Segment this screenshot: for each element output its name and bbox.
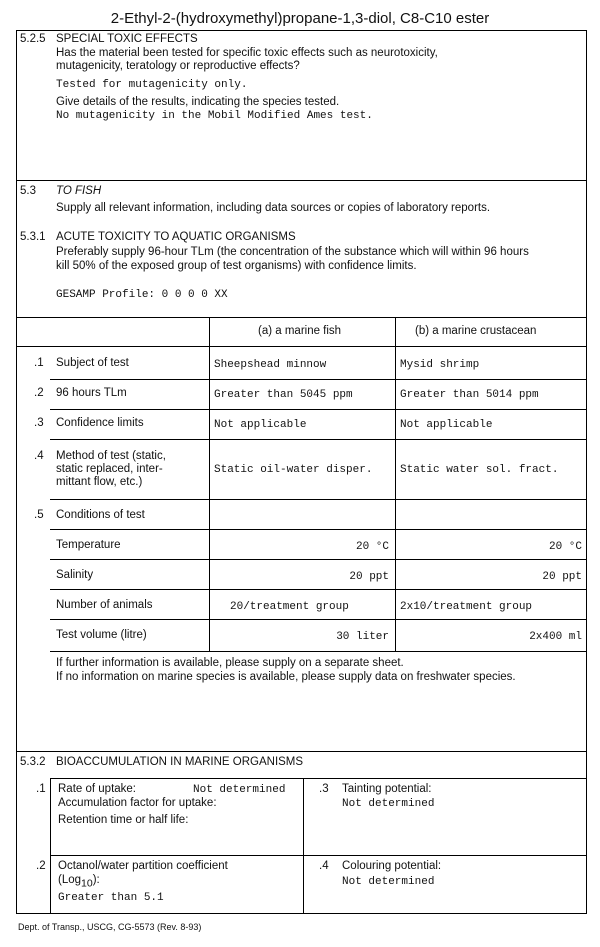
table-row-line: [50, 619, 587, 620]
section-531-text-2: kill 50% of the exposed group of test organisms) with confidence limits.: [56, 260, 417, 272]
table-row-line: [50, 559, 587, 560]
note-further-info: If further information is available, please supply on a separate sheet.: [56, 657, 404, 669]
question-line-1: Has the material been tested for specific toxic effects such as neurotoxicity,: [56, 47, 438, 59]
cell-confidence-fish: Not applicable: [214, 419, 307, 431]
row-number: .5: [34, 509, 44, 521]
row-number: .2: [34, 387, 44, 399]
column-header-marine-crustacean: (b) a marine crustacean: [415, 325, 537, 337]
colouring-potential-value: Not determined: [342, 876, 435, 888]
table-row-line: [50, 651, 587, 652]
section-heading-532: BIOACCUMULATION IN MARINE ORGANISMS: [56, 756, 304, 768]
tainting-potential-label: Tainting potential:: [342, 783, 432, 795]
section-53-text: Supply all relevant information, including data sources or copies of laboratory reports.: [56, 202, 491, 214]
section-number-532: 5.3.2: [20, 756, 46, 768]
condition-label-volume: Test volume (litre): [56, 629, 147, 641]
cell-method-crustacean: Static water sol. fract.: [400, 464, 559, 476]
partition-coefficient-value: Greater than 5.1: [58, 892, 164, 904]
section-531-text-1: Preferably supply 96-hour TLm (the concentration of the substance which will within 96 hours: [56, 246, 529, 258]
section-number-525: 5.2.5: [20, 33, 46, 45]
colouring-potential-label: Colouring potential:: [342, 860, 442, 872]
row-label-subject: Subject of test: [56, 357, 129, 369]
cell-temperature-fish: 20 °C: [355, 541, 389, 553]
divider: [16, 180, 587, 181]
cell-tlm-fish: Greater than 5045 ppm: [214, 389, 353, 401]
box-middle-hline: [50, 855, 587, 856]
page-title: 2-Ethyl-2-(hydroxymethyl)propane-1,3-diol, C8-C10 ester: [110, 10, 490, 27]
table-row-line: [50, 499, 587, 500]
section-heading-53: TO FISH: [56, 185, 102, 197]
question-line-2: mutagenicity, teratology or reproductive effects?: [56, 60, 300, 72]
box-left-line: [50, 778, 51, 914]
table-row-line: [50, 409, 587, 410]
row-label-confidence: Confidence limits: [56, 417, 144, 429]
table-col-line-b: [395, 317, 396, 651]
cell-tlm-crustacean: Greater than 5014 ppm: [400, 389, 539, 401]
accumulation-factor-label: Accumulation factor for uptake:: [58, 797, 217, 809]
table-row-line: [50, 529, 587, 530]
item-number: .4: [319, 860, 329, 872]
box-top-line: [50, 778, 587, 779]
partition-coefficient-label: Octanol/water partition coefficient: [58, 860, 228, 872]
section-heading-531: ACUTE TOXICITY TO AQUATIC ORGANISMS: [56, 231, 296, 243]
mutagenicity-details: No mutagenicity in the Mobil Modified Ames test.: [56, 110, 373, 122]
row-label-method-3: mittant flow, etc.): [56, 476, 143, 488]
table-row-line: [50, 589, 587, 590]
section-number-53: 5.3: [20, 185, 36, 197]
item-number: .1: [36, 783, 46, 795]
table-row-line: [50, 379, 587, 380]
item-number: .3: [319, 783, 329, 795]
cell-animals-crustacean: 2x10/treatment group: [400, 601, 533, 613]
cell-confidence-crustacean: Not applicable: [400, 419, 493, 431]
row-label-method-2: static replaced, inter-: [56, 463, 163, 475]
condition-label-temperature: Temperature: [56, 539, 121, 551]
cell-temperature-crustacean: 20 °C: [548, 541, 582, 553]
cell-volume-crustacean: 2x400 ml: [529, 631, 582, 643]
tainting-potential-value: Not determined: [342, 798, 435, 810]
row-label-conditions: Conditions of test: [56, 509, 145, 521]
note-freshwater: If no information on marine species is available, please supply data on freshwater species.: [56, 671, 516, 683]
row-label-method-1: Method of test (static,: [56, 450, 166, 462]
form-footer: Dept. of Transp., USCG, CG-5573 (Rev. 8-93): [18, 922, 202, 932]
cell-subject-crustacean: Mysid shrimp: [400, 359, 480, 371]
table-top-line: [16, 317, 587, 318]
row-label-tlm: 96 hours TLm: [56, 387, 127, 399]
divider: [16, 751, 587, 752]
cell-subject-fish: Sheepshead minnow: [214, 359, 327, 371]
cell-animals-fish: 20/treatment group: [230, 601, 349, 613]
cell-method-fish: Static oil-water disper.: [214, 464, 373, 476]
table-row-line: [50, 439, 587, 440]
condition-label-animals: Number of animals: [56, 599, 153, 611]
condition-label-salinity: Salinity: [56, 569, 94, 581]
log-label: (Log$_{10}$):: [58, 874, 100, 890]
box-middle-line: [303, 778, 304, 914]
table-row-line: [16, 346, 587, 347]
cell-salinity-crustacean: 20 ppt: [542, 571, 582, 583]
rate-of-uptake-label: Rate of uptake:: [58, 783, 136, 795]
row-number: .3: [34, 417, 44, 429]
mutagenicity-answer: Tested for mutagenicity only.: [56, 79, 248, 91]
cell-salinity-fish: 20 ppt: [349, 571, 389, 583]
details-prompt: Give details of the results, indicating the species tested.: [56, 96, 340, 108]
retention-time-label: Retention time or half life:: [58, 814, 189, 826]
gesamp-profile: GESAMP Profile: 0 0 0 0 XX: [56, 289, 228, 301]
section-heading-525: SPECIAL TOXIC EFFECTS: [56, 33, 198, 45]
item-number: .2: [36, 860, 46, 872]
section-number-531: 5.3.1: [20, 231, 46, 243]
cell-volume-fish: 30 liter: [336, 631, 389, 643]
table-col-line-a: [209, 317, 210, 651]
rate-of-uptake-value: Not determined: [193, 784, 286, 796]
row-number: .4: [34, 450, 44, 462]
column-header-marine-fish: (a) a marine fish: [258, 325, 342, 337]
row-number: .1: [34, 357, 44, 369]
